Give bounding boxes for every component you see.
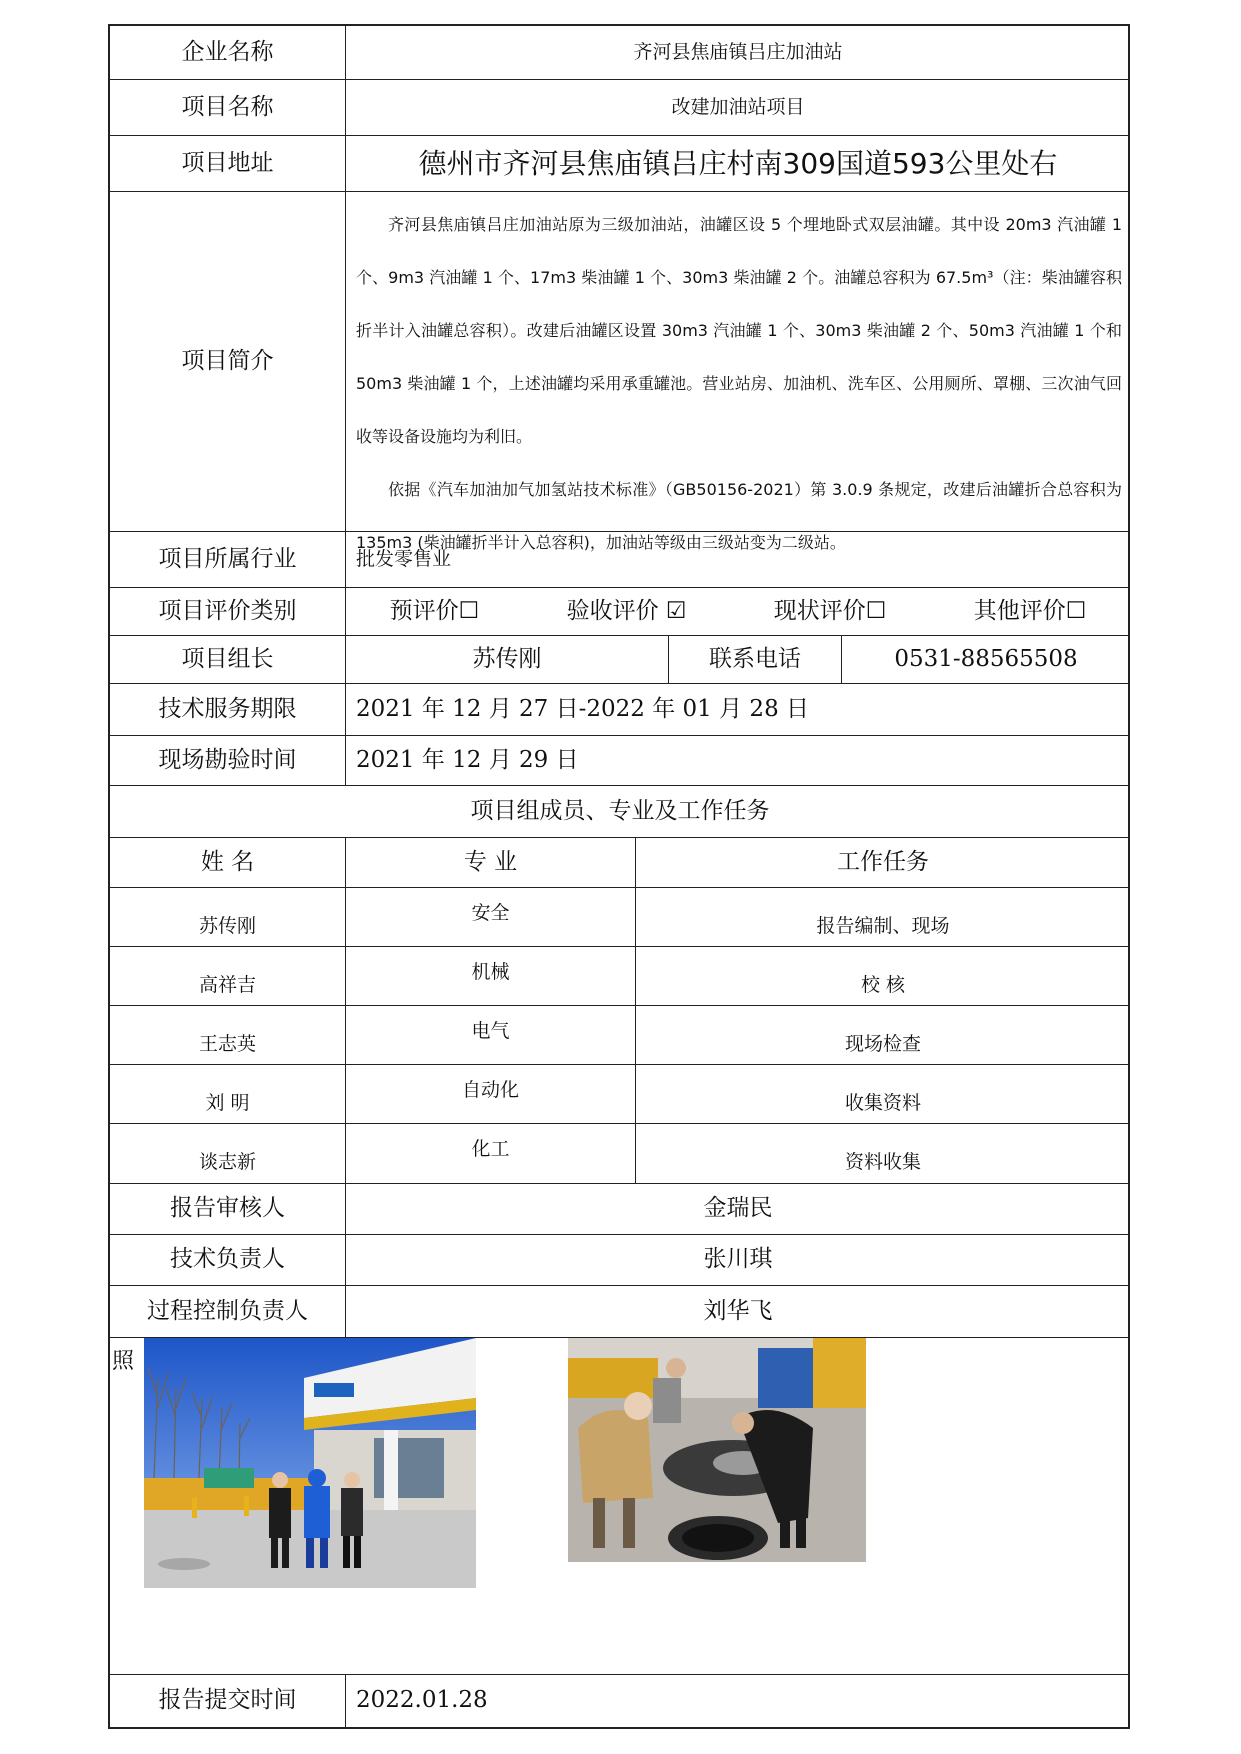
member-major: 自动化: [346, 1065, 636, 1124]
report-info-table: [108, 24, 1130, 1729]
project-intro-text: [346, 192, 1130, 552]
project-address-value: 德州市齐河县焦庙镇吕庄村南309国道593公里处右: [346, 136, 1130, 192]
member-major: 安全: [346, 888, 636, 947]
project-address-label: 项目地址: [110, 136, 346, 192]
members-title: 项目组成员、专业及工作任务: [110, 786, 1130, 838]
member-task: 报告编制、现场: [636, 888, 1130, 947]
intro-paragraph-1: 齐河县焦庙镇吕庄加油站原为三级加油站，油罐区设 5 个埋地卧式双层油罐。其中设 20m3 汽油罐 1个、9m3 汽油罐 1 个、17m3 柴油罐 1 个、30m3 柴油罐 2 个。油罐总容积为 67.5m³（注：柴油罐容积折半计入油罐总容积）。改建后油罐区设置 30m3 汽油罐 1 个、30m3 柴油罐 2 个、50m3 汽油罐 1 个和 50m3 柴油罐 1 个，上述油罐均采用承重罐池。营业站房、加油机、洗车区、公用厕所、罩棚、三次油气回收等设备设施均为利旧。: [356, 215, 1122, 446]
leader-label: 项目组长: [110, 636, 346, 684]
intro-paragraph-2: 依据《汽车加油加气加氢站技术标准》（GB50156-2021）第 3.0.9 条规定，改建后油罐折合总容积为 135m3 (柴油罐折半计入总容积)，加油站等级由三级站变为二级站。: [356, 480, 1122, 552]
project-intro-label: 项目简介: [110, 192, 346, 532]
reviewer-label: 报告审核人: [110, 1184, 346, 1235]
members-header-task: 工作任务: [636, 838, 1130, 888]
tank-inspection-photo: [568, 1338, 866, 1562]
tank-inspection-illustration: [568, 1338, 866, 1562]
gas-station-photo: [144, 1338, 476, 1588]
service-period-label: 技术服务期限: [110, 684, 346, 736]
submit-time-value: 2022.01.28: [356, 1687, 488, 1714]
member-name: 谈志新: [110, 1124, 346, 1184]
member-name: 王志英: [110, 1006, 346, 1065]
tech-lead-label: 技术负责人: [110, 1235, 346, 1286]
eval-option-current: 现状评价☐: [773, 597, 887, 624]
phone-label: 联系电话: [669, 636, 842, 684]
company-label: 企业名称: [110, 26, 346, 80]
member-name: 苏传刚: [110, 888, 346, 947]
tech-lead-value: 张川琪: [346, 1235, 1130, 1286]
service-period-value: 2021 年 12 月 27 日-2022 年 01 月 28 日: [346, 684, 1130, 736]
eval-option-acceptance: 验收评价 ☑: [566, 597, 687, 624]
gas-station-illustration: [144, 1338, 476, 1588]
reviewer-value: 金瑞民: [346, 1184, 1130, 1235]
member-task: 收集资料: [636, 1065, 1130, 1124]
phone-value: 0531-88565508: [842, 636, 1130, 684]
survey-time-label: 现场勘验时间: [110, 736, 346, 786]
member-major: 电气: [346, 1006, 636, 1065]
members-header-name: 姓 名: [110, 838, 346, 888]
photos-row: [110, 1338, 1130, 1675]
leader-value: 苏传刚: [346, 636, 669, 684]
eval-option-pre: 预评价☐: [389, 597, 480, 624]
member-task: 现场检查: [636, 1006, 1130, 1065]
member-task: 资料收集: [636, 1124, 1130, 1184]
members-header-major: 专 业: [346, 838, 636, 888]
photo-label-1: 照: [112, 1349, 135, 1374]
industry-value: 批发零售业: [346, 532, 1130, 588]
company-value: 齐河县焦庙镇吕庄加油站: [346, 26, 1130, 80]
member-task: 校 核: [636, 947, 1130, 1006]
process-lead-value: 刘华飞: [346, 1286, 1130, 1338]
member-major: 机械: [346, 947, 636, 1006]
project-name-label: 项目名称: [110, 80, 346, 136]
survey-time-value: 2021 年 12 月 29 日: [346, 736, 1130, 786]
eval-type-options: [346, 588, 1130, 636]
member-name: 刘 明: [110, 1065, 346, 1124]
project-name-value: 改建加油站项目: [346, 80, 1130, 136]
process-lead-label: 过程控制负责人: [110, 1286, 346, 1338]
submit-time-label: 报告提交时间: [110, 1675, 346, 1727]
industry-label: 项目所属行业: [110, 532, 346, 588]
member-name: 高祥吉: [110, 947, 346, 1006]
eval-option-other: 其他评价☐: [973, 597, 1087, 624]
eval-type-label: 项目评价类别: [110, 588, 346, 636]
member-major: 化工: [346, 1124, 636, 1184]
